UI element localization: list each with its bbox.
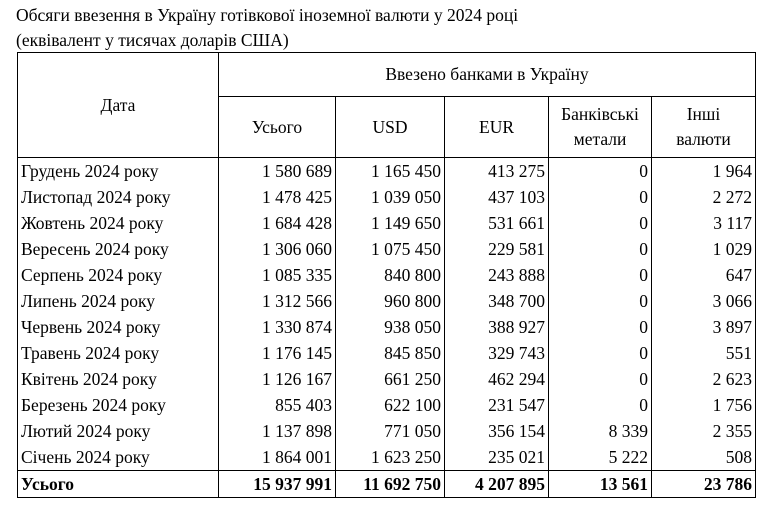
cell-eur: 229 581 <box>445 236 549 262</box>
cell-metals: 0 <box>549 158 652 185</box>
header-bank-metals-line1: Банківські <box>561 104 639 124</box>
title-line-2: (еквівалент у тисячах доларів США) <box>16 30 289 50</box>
table-row <box>18 314 756 340</box>
totals-row <box>18 471 756 498</box>
cell-other: 508 <box>652 444 756 471</box>
title-line-1: Обсяги ввезення в Україну готівкової іноземної валюти у 2024 році <box>16 5 519 25</box>
cell-metals: 0 <box>549 392 652 418</box>
header-date: Дата <box>18 53 219 158</box>
cell-other: 2 272 <box>652 184 756 210</box>
cell-usd: 1 165 450 <box>336 158 445 185</box>
header-imported-by-banks: Ввезено банками в Україну <box>219 53 756 97</box>
total-cell-date: Усього <box>18 471 219 498</box>
cell-date: Жовтень 2024 року <box>18 210 219 236</box>
cell-date: Травень 2024 року <box>18 340 219 366</box>
cell-metals: 5 222 <box>549 444 652 471</box>
header-total: Усього <box>219 97 336 158</box>
cell-metals: 0 <box>549 340 652 366</box>
header-bank-metals-line2: метали <box>573 129 627 149</box>
cell-metals: 0 <box>549 236 652 262</box>
cell-eur: 231 547 <box>445 392 549 418</box>
cell-other: 2 623 <box>652 366 756 392</box>
table-row <box>18 444 756 471</box>
cell-other: 1 756 <box>652 392 756 418</box>
cell-total: 855 403 <box>219 392 336 418</box>
cell-usd: 960 800 <box>336 288 445 314</box>
cell-metals: 8 339 <box>549 418 652 444</box>
cell-total: 1 580 689 <box>219 158 336 185</box>
cell-other: 3 897 <box>652 314 756 340</box>
cell-usd: 1 149 650 <box>336 210 445 236</box>
header-eur: EUR <box>445 97 549 158</box>
cell-usd: 1 039 050 <box>336 184 445 210</box>
cell-usd: 845 850 <box>336 340 445 366</box>
cell-usd: 938 050 <box>336 314 445 340</box>
table-row <box>18 184 756 210</box>
cell-date: Квітень 2024 року <box>18 366 219 392</box>
cell-date: Листопад 2024 року <box>18 184 219 210</box>
table-body <box>18 158 756 498</box>
cell-eur: 531 661 <box>445 210 549 236</box>
cell-usd: 771 050 <box>336 418 445 444</box>
cell-date: Січень 2024 року <box>18 444 219 471</box>
cell-total: 1 306 060 <box>219 236 336 262</box>
header-other-currencies <box>652 97 756 158</box>
cell-total: 1 085 335 <box>219 262 336 288</box>
cell-date: Лютий 2024 року <box>18 418 219 444</box>
cell-usd: 840 800 <box>336 262 445 288</box>
cell-date: Березень 2024 року <box>18 392 219 418</box>
table-row <box>18 418 756 444</box>
cell-eur: 388 927 <box>445 314 549 340</box>
cell-date: Вересень 2024 року <box>18 236 219 262</box>
currency-import-table <box>17 52 756 498</box>
cell-total: 1 478 425 <box>219 184 336 210</box>
cell-eur: 413 275 <box>445 158 549 185</box>
header-usd: USD <box>336 97 445 158</box>
cell-total: 1 684 428 <box>219 210 336 236</box>
cell-metals: 0 <box>549 366 652 392</box>
cell-date: Грудень 2024 року <box>18 158 219 185</box>
cell-usd: 622 100 <box>336 392 445 418</box>
cell-other: 3 117 <box>652 210 756 236</box>
cell-other: 2 355 <box>652 418 756 444</box>
cell-date: Липень 2024 року <box>18 288 219 314</box>
cell-date: Серпень 2024 року <box>18 262 219 288</box>
cell-eur: 243 888 <box>445 262 549 288</box>
cell-other: 551 <box>652 340 756 366</box>
cell-total: 1 312 566 <box>219 288 336 314</box>
total-cell-usd: 11 692 750 <box>336 471 445 498</box>
cell-eur: 356 154 <box>445 418 549 444</box>
table-row <box>18 236 756 262</box>
cell-usd: 1 623 250 <box>336 444 445 471</box>
cell-total: 1 176 145 <box>219 340 336 366</box>
header-other-line2: валюти <box>676 129 731 149</box>
header-bank-metals <box>549 97 652 158</box>
table-row <box>18 366 756 392</box>
cell-other: 647 <box>652 262 756 288</box>
cell-usd: 661 250 <box>336 366 445 392</box>
cell-date: Червень 2024 року <box>18 314 219 340</box>
table-row <box>18 392 756 418</box>
cell-eur: 437 103 <box>445 184 549 210</box>
cell-metals: 0 <box>549 314 652 340</box>
total-cell-metals: 13 561 <box>549 471 652 498</box>
table-row <box>18 340 756 366</box>
cell-eur: 348 700 <box>445 288 549 314</box>
cell-eur: 462 294 <box>445 366 549 392</box>
cell-other: 1 029 <box>652 236 756 262</box>
cell-total: 1 137 898 <box>219 418 336 444</box>
total-cell-total: 15 937 991 <box>219 471 336 498</box>
cell-total: 1 126 167 <box>219 366 336 392</box>
table-row <box>18 262 756 288</box>
cell-metals: 0 <box>549 288 652 314</box>
cell-eur: 235 021 <box>445 444 549 471</box>
cell-total: 1 330 874 <box>219 314 336 340</box>
table-row <box>18 288 756 314</box>
cell-other: 1 964 <box>652 158 756 185</box>
header-other-line1: Інші <box>686 104 721 124</box>
cell-usd: 1 075 450 <box>336 236 445 262</box>
table-row <box>18 210 756 236</box>
total-cell-eur: 4 207 895 <box>445 471 549 498</box>
total-cell-other: 23 786 <box>652 471 756 498</box>
cell-metals: 0 <box>549 262 652 288</box>
cell-other: 3 066 <box>652 288 756 314</box>
table-row <box>18 158 756 185</box>
cell-eur: 329 743 <box>445 340 549 366</box>
cell-metals: 0 <box>549 210 652 236</box>
cell-metals: 0 <box>549 184 652 210</box>
cell-total: 1 864 001 <box>219 444 336 471</box>
document-title <box>16 3 518 53</box>
